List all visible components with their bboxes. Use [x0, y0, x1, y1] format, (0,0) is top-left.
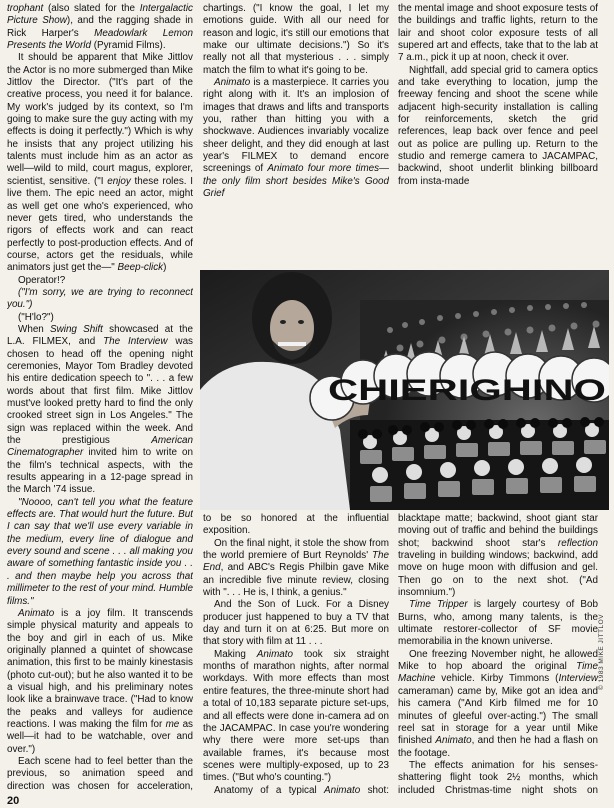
paragraph: ("H'lo?") [18, 311, 54, 323]
paragraph: blacktape matte; backwind, shoot giant star moving out of traffic and behind the buildings shot; backwind shoot star's reflection traveling in building windows; backwind, add move on huge moon with diffusion and gel. Then go on to the next shot. ("Ad insomnium.") [398, 513, 598, 599]
paragraph: the mental image and shoot exposure tests of the buildings and traffic lights, return to the lair and shoot color exposure tests of all supered art and effects, take that to the lab at 7 a.m., pick it up at noon, check it over. [398, 3, 598, 64]
photo-credit: © 1983 MIKE JITTLOV [598, 613, 605, 690]
article-column-right-bottom [398, 513, 598, 795]
paragraph: Animato is a masterpiece. It carries you right along with it. It's an implosion of images that draws and lifts and transports you, rather than hitting you with a shockwave. Audiences invariably vocalize sheer delight, and they did enough at last year's FILMEX to demand encore screenings of Animato four more times—the only film short besides Mike's Good Grief [203, 77, 389, 200]
paragraph: Operator!? [18, 274, 66, 286]
paragraph: When Swing Shift showcased at the L.A. FILMEX, and The Interview was chosen to head off the opening night ceremonies, Mayor Tom Bradley devoted his entire dedication speech to ". . . a few words about that first film. Mike Jittlov must've looked pretty hard to find the only crooked street sign in Los Angeles." The sign was replaced within the week. And the prestigious American Cinematographer invited him to write on the film's technical aspects, with the results appearing in a 12-page spread in the March '74 issue. [7, 323, 193, 496]
article-column-middle-top [203, 3, 389, 268]
page-number: 20 [7, 795, 20, 807]
paragraph: "Noooo, can't tell you what the feature effects are. That would hurt the future. But I can say that we'll use every variable in the medium, every line of dialogue and every sound and scene . . . all making you aware of something fantastic inside you . . . and then maybe help you across that millimeter to the rest of your mind. Humble films." [7, 496, 193, 607]
photo-illustration [200, 270, 609, 510]
paragraph: And the Son of Luck. For a Disney producer just happened to buy a TV that day and turn it on at 6:25. But more on that story with film at 11 . . . [203, 599, 389, 648]
paragraph: ("I'm sorry, we are trying to reconnect you.") [7, 286, 193, 311]
paragraph: It should be apparent that Mike Jittlov the Actor is no more submerged than Mike Jittlov the Director. ("It's part of the creative process, you need it for balance. My work's judged by its context, so I'm going to make sure the guy acting with my effects is doing it perfectly.") Which is why he insists that any project utilizing his talents must include him as an actor as well—wild to mild, court magus, explorer, scientist, sensitive. ("I enjoy these roles. I live them. The epic need an actor, might as well get one who's experienced, who never gets tired, who understands the rigors of effects work and can react perfectly to post-production effects. And of course, actors get the residuals, while animators just get the—" Beep-click) [7, 52, 193, 274]
paragraph: Animato is a joy film. It transcends simple physical maturity and appeals to the boy and girl in each of us. Mike originally planned a quintet of showcase animation, this first to be mainly kinestasis (photo cut-out); but he also wanted it to be a visual high, and his preliminary notes look like a brainwave trace. ("Had to know the peaks and valleys for audience reactions. I was making the film for me as well—it had to be watchable, over and over.") [7, 607, 193, 755]
paragraph: Nightfall, add special grid to camera optics and take everything to location, jump the freeway fencing and shoot the scene while adjacent high-security installation is calling for reinforcements, sketch the grid references, leap back over fence and peel out as police are pulling up. Return to the studio and remerge camera to JACAMPAC, backwind, shoot underlit blinking billboard from insta-made [398, 64, 598, 187]
paragraph: to be so honored at the influential exposition. [203, 513, 389, 537]
paragraph: The effects animation for his senses-shattering flight took 2½ months, which included Christmas-time night shots on [398, 759, 598, 795]
paragraph: On the final night, it stole the show from the world premiere of Burt Reynolds' The End, and ABC's Regis Philbin gave Mike an incredible five minute review, closing with ". . . He is, I think, a genius." [203, 537, 389, 599]
article-column-middle-bottom [203, 513, 389, 795]
article-column-left [7, 3, 193, 793]
paragraph: Each scene had to feel better than the previous, so animation speed and direction was chosen for acceleration, [7, 755, 193, 792]
paragraph: trophant (also slated for the Intergalactic Picture Show), and the ragging shade in Rick Harper's Meadowlark Lemon Presents the World (Pyramid Films). [7, 3, 193, 52]
paragraph: chartings. ("I know the goal, I let my emotions guide. With all our need for reason and logic, it's still our emotions that make our ultimate decisions.") So it's really not all that mysterious . . . simply match the film to what it's going to be. [203, 3, 389, 76]
sign-text: CHIERIGHINO [328, 373, 606, 407]
photo-jittlov-with-figures [200, 270, 609, 510]
paragraph: Anatomy of a typical Animato shot: [214, 784, 389, 795]
article-column-right-top [398, 3, 598, 268]
paragraph: Time Tripper is largely courtesy of Bob Burns, who, among many talents, is the ultimate restorer-collector of SF movie memorabilia in the known universe. [398, 599, 598, 648]
paragraph: Making Animato took six straight months of marathon nights, after normal workdays. With more effects than most entire features, the three-minute short had a total of 10,183 separate picture set-ups, and all effects were done in-camera ad on the JACAMPAC. In case you're wondering why there were more set-ups than available frames, it's because most scenes were multiply-exposed, up to 23 times. ("But who's counting.") [203, 648, 389, 784]
paragraph: One freezing November night, he allowed Mike to hop aboard the original Time Machine vehicle. Kirby Timmons (Interview cameraman) came by, Mike got an idea and his camera ("And Kirb filmed me for 10 minutes of gleeful over-acting.") The small reel sat in storage for a year until Mike finished Animato, and then he had a flash on the footage. [398, 648, 598, 759]
